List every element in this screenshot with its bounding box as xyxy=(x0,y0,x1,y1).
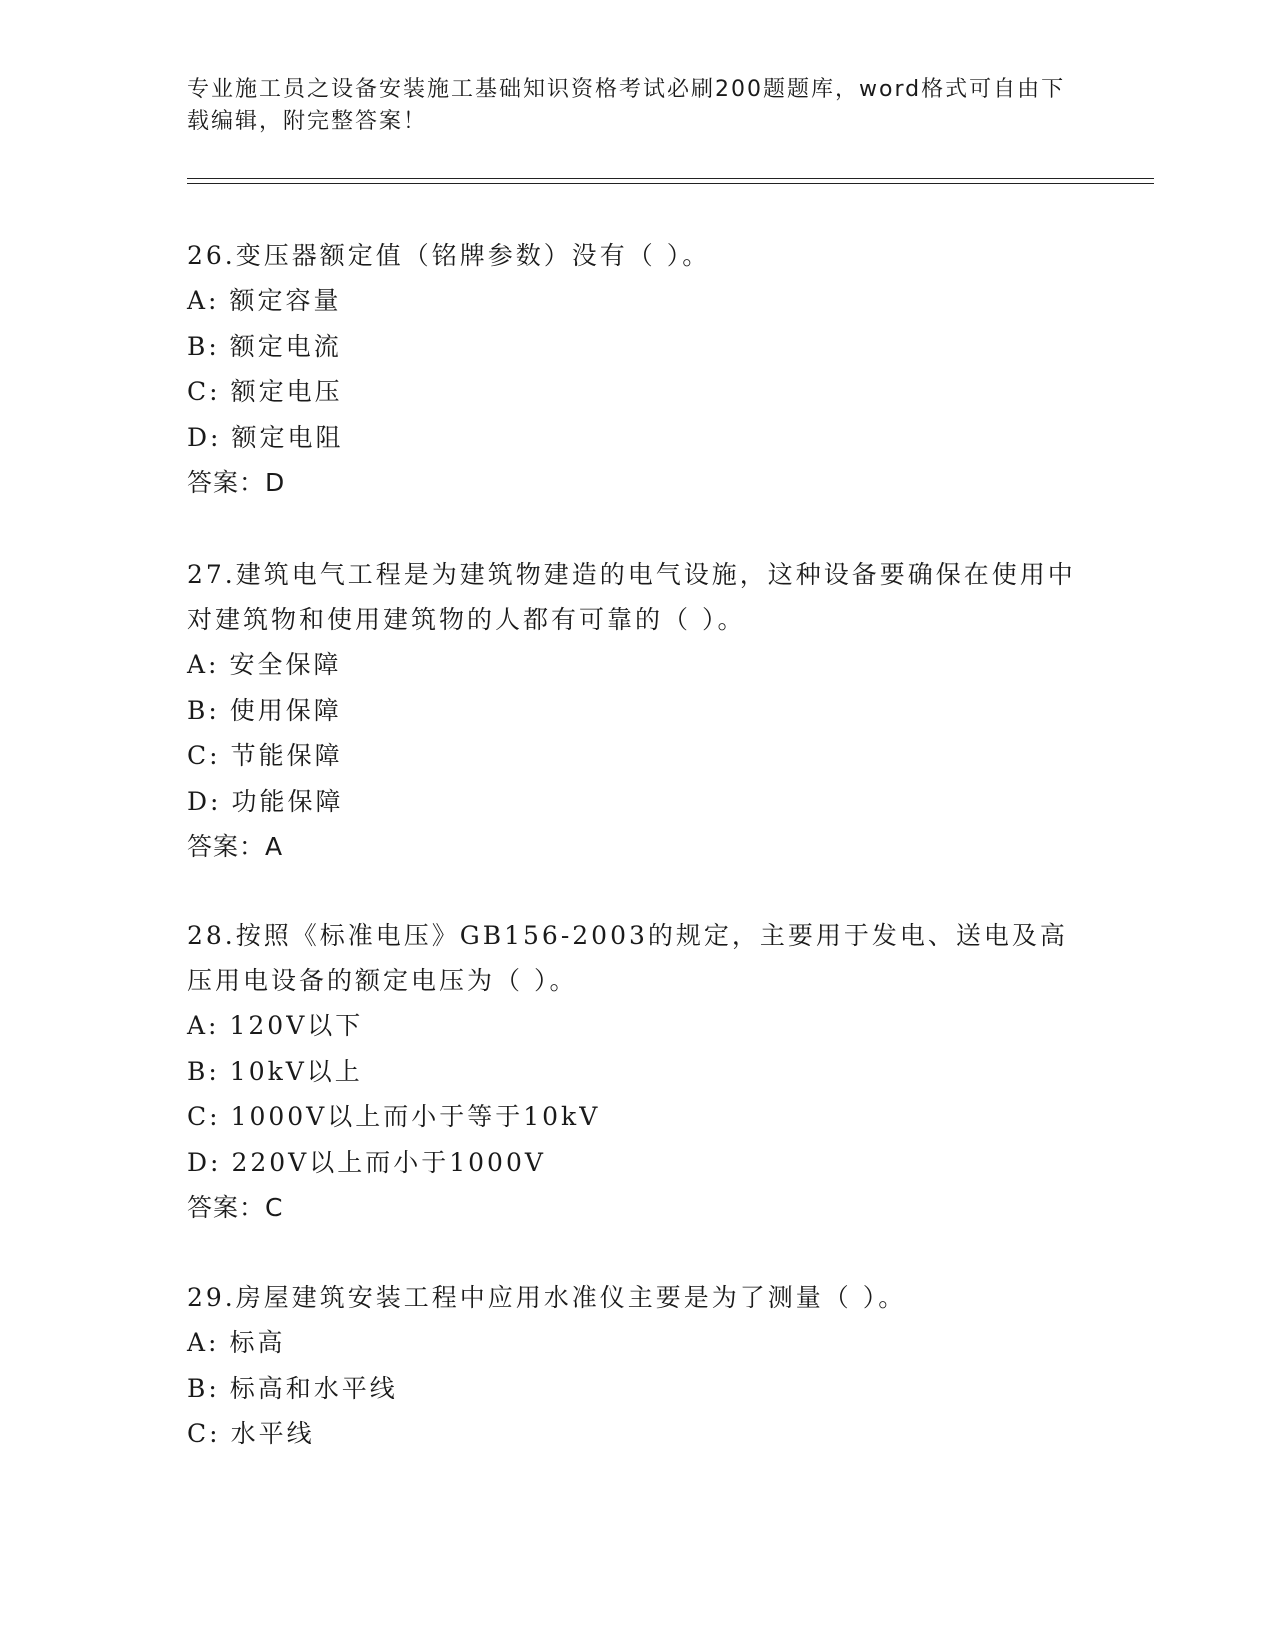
option-text: 额定电阻 xyxy=(231,422,344,452)
option-b xyxy=(187,1366,1087,1412)
answer-line: 答案：C xyxy=(187,1193,284,1222)
option-text: 额定容量 xyxy=(229,286,342,315)
option-a xyxy=(187,278,1087,324)
question-stem: 27.建筑电气工程是为建筑物建造的电气设施，这种设备要确保在使用中对建筑物和使用建筑物的人都有可靠的（ ）。 xyxy=(187,560,1076,634)
option-a xyxy=(187,642,1087,688)
option-key: C: xyxy=(187,377,221,406)
question-stem: 29.房屋建筑安装工程中应用水准仪主要是为了测量（ ）。 xyxy=(187,1283,907,1312)
question-26 xyxy=(187,233,1087,506)
option-text: 1000V以上而小于等于10kV xyxy=(230,1102,601,1131)
option-b xyxy=(187,1049,1087,1095)
option-c xyxy=(187,1094,1087,1140)
option-text: 使用保障 xyxy=(229,695,342,725)
header-divider-bottom xyxy=(187,183,1154,184)
option-text: 标高和水平线 xyxy=(229,1373,398,1403)
option-key: D: xyxy=(187,422,222,452)
option-key: C: xyxy=(187,1419,221,1448)
document-header: 专业施工员之设备安装施工基础知识资格考试必刷200题题库，word格式可自由下载编辑，附完整答案！ xyxy=(187,77,1066,134)
option-b xyxy=(187,688,1087,734)
option-key: A: xyxy=(187,650,220,679)
option-text: 额定电流 xyxy=(229,331,342,361)
question-27 xyxy=(187,552,1087,870)
option-b xyxy=(187,324,1087,370)
option-c xyxy=(187,369,1087,415)
question-29 xyxy=(187,1275,1087,1457)
option-d xyxy=(187,415,1087,461)
option-text: 功能保障 xyxy=(231,786,344,816)
option-key: B: xyxy=(187,1373,220,1403)
option-key: D: xyxy=(187,786,222,816)
answer-line: 答案：D xyxy=(187,468,286,497)
question-stem: 28.按照《标准电压》GB156-2003的规定，主要用于发电、送电及高压用电设备的额定电压为（ ）。 xyxy=(187,921,1068,995)
option-key: C: xyxy=(187,741,221,770)
option-text: 120V以下 xyxy=(229,1011,364,1040)
header-divider-top xyxy=(187,178,1154,179)
option-key: B: xyxy=(187,1056,220,1086)
option-key: D: xyxy=(187,1147,222,1177)
option-text: 10kV以上 xyxy=(229,1056,363,1086)
option-text: 额定电压 xyxy=(230,377,343,406)
option-text: 220V以上而小于1000V xyxy=(231,1147,546,1177)
answer-line: 答案：A xyxy=(187,832,284,861)
option-key: A: xyxy=(187,1328,220,1357)
question-stem: 26.变压器额定值（铭牌参数）没有（ ）。 xyxy=(187,241,711,270)
option-key: A: xyxy=(187,286,220,315)
option-text: 安全保障 xyxy=(229,650,342,679)
option-key: B: xyxy=(187,695,220,725)
option-d xyxy=(187,1140,1087,1186)
option-text: 标高 xyxy=(229,1328,286,1357)
option-a xyxy=(187,1003,1087,1049)
option-key: B: xyxy=(187,331,220,361)
option-c xyxy=(187,1411,1087,1457)
option-key: A: xyxy=(187,1011,220,1040)
question-28 xyxy=(187,913,1087,1231)
option-d xyxy=(187,779,1087,825)
option-text: 节能保障 xyxy=(230,741,343,770)
option-a xyxy=(187,1320,1087,1366)
option-c xyxy=(187,733,1087,779)
option-text: 水平线 xyxy=(230,1419,315,1448)
option-key: C: xyxy=(187,1102,221,1131)
